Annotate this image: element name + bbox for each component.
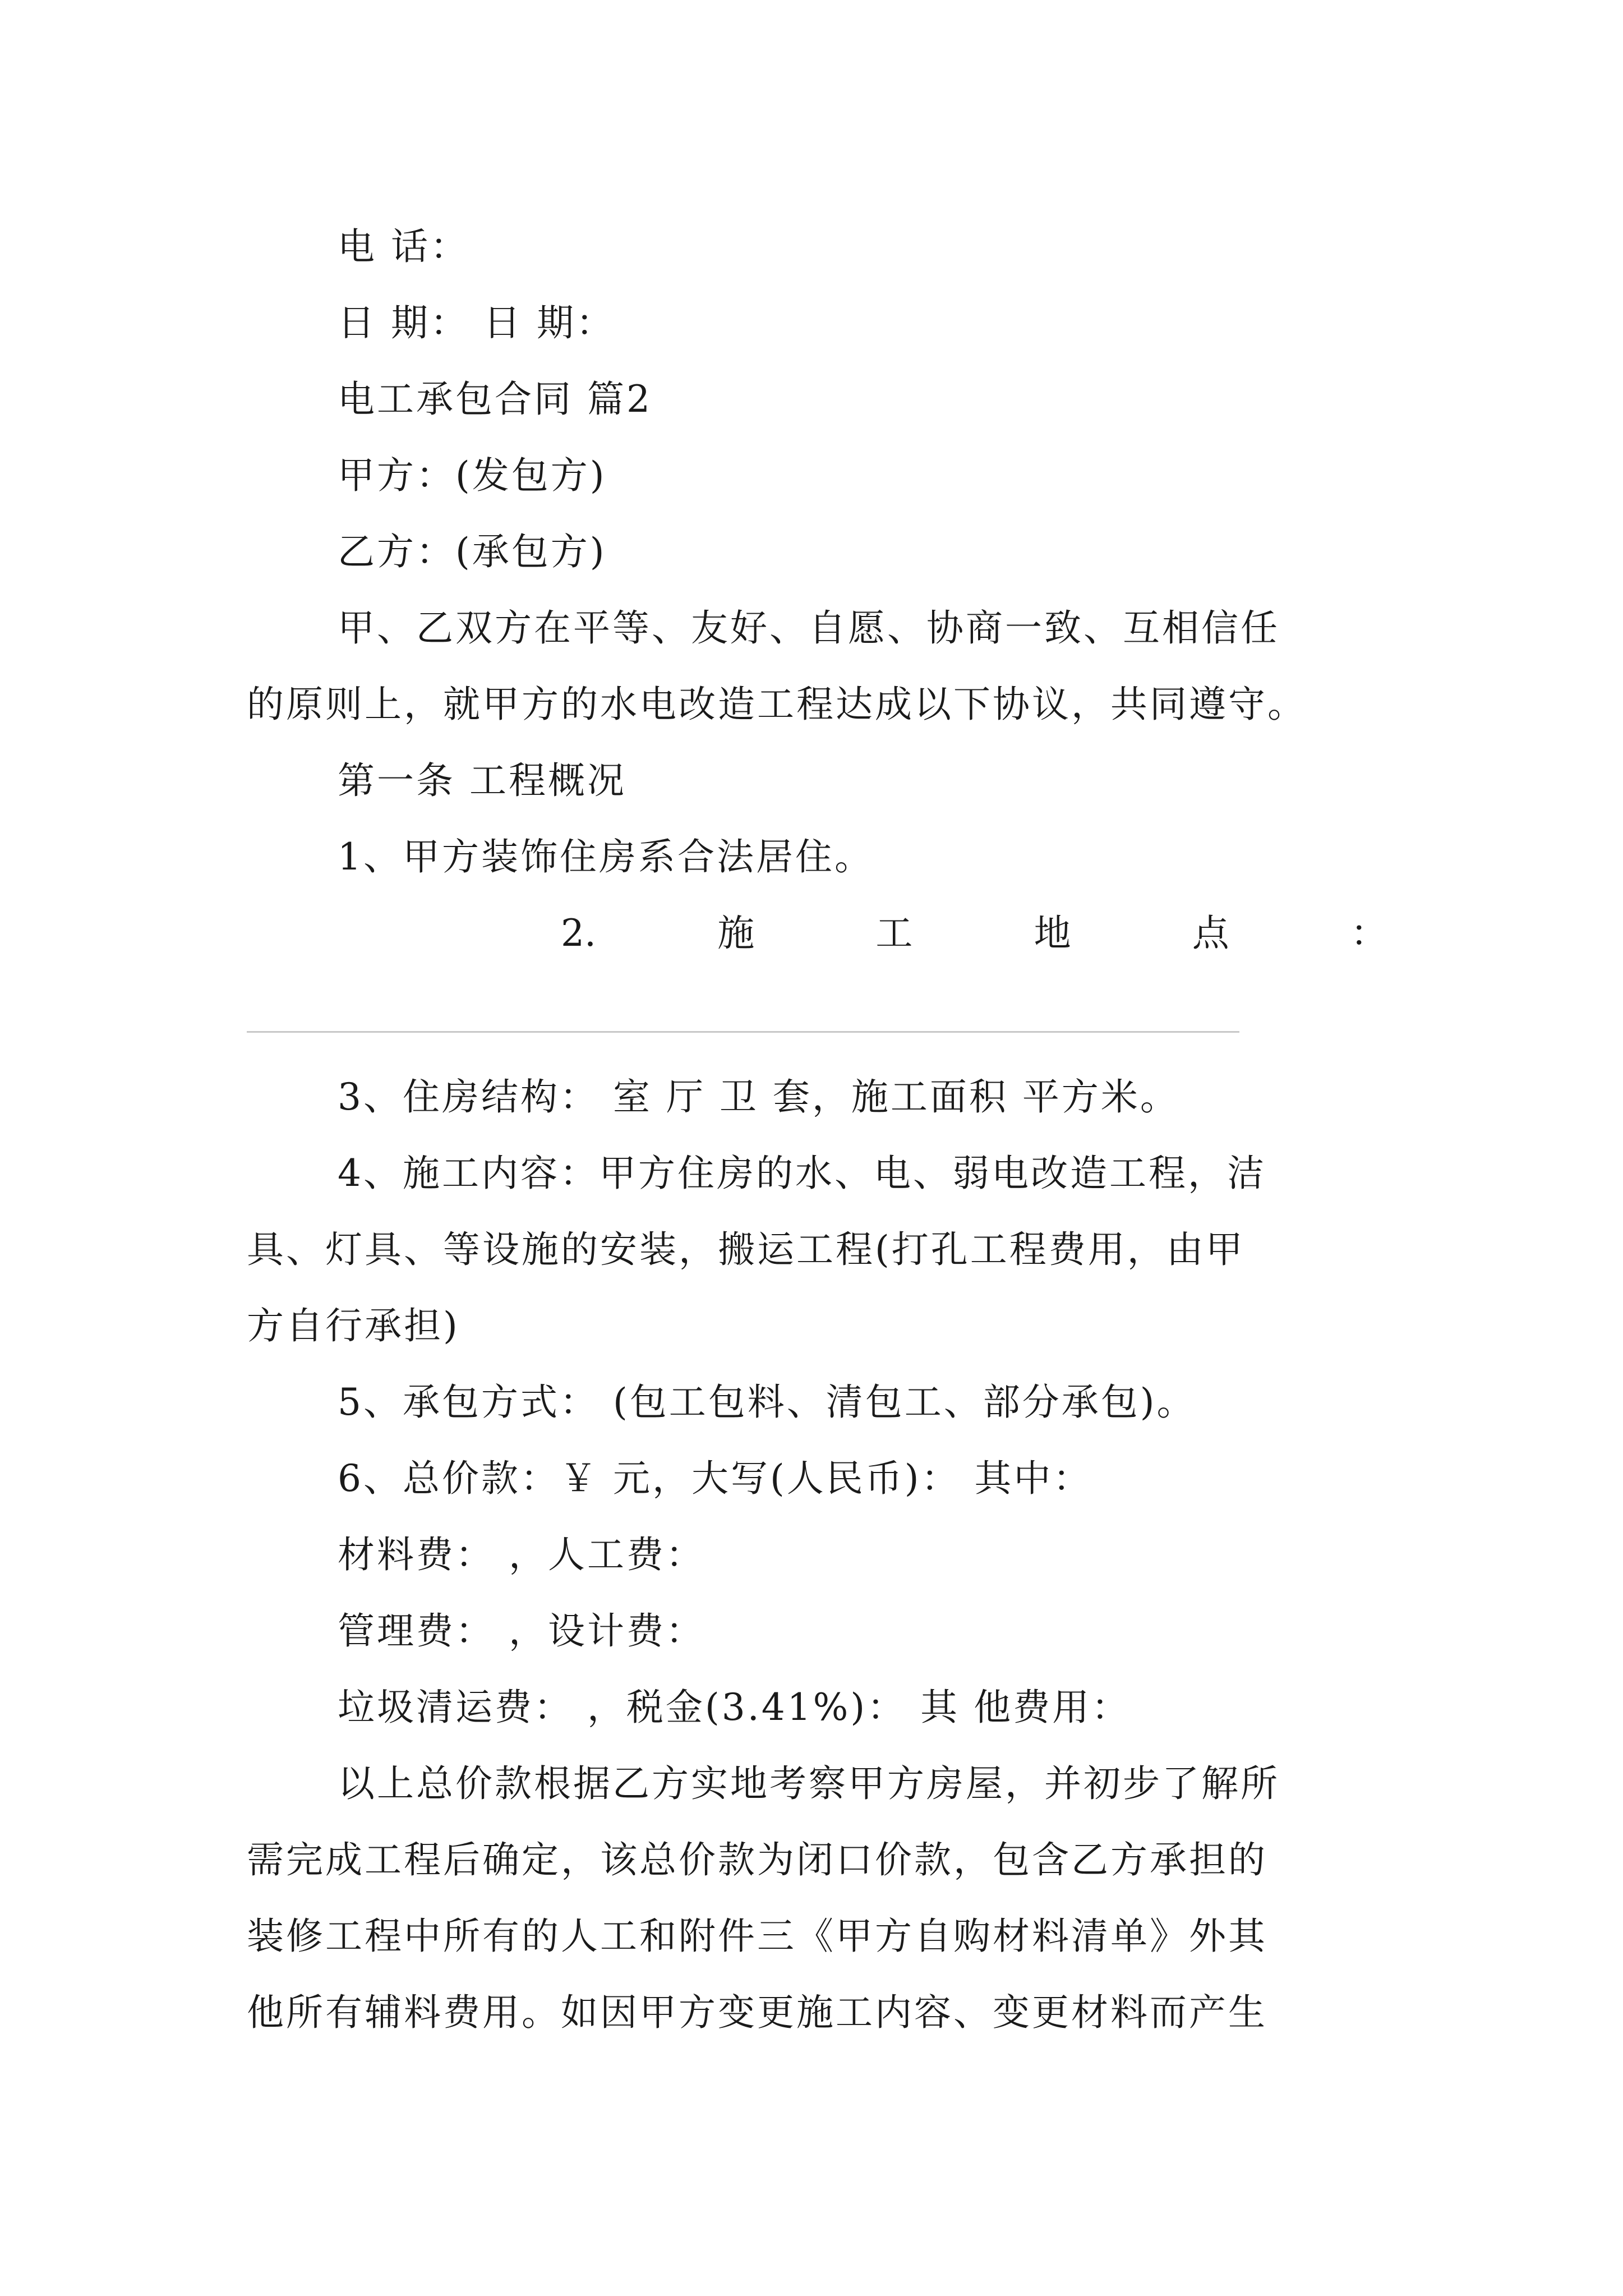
fees-line-3: 垃圾清运费： ，税金(3.41%)： 其 他费用： — [338, 1686, 1131, 1729]
item-1: 1、甲方装饰住房系合法居住。 — [338, 835, 874, 878]
price-paragraph-line-2: 需完成工程后确定，该总价款为闭口价款，包含乙方承担的 — [247, 1838, 1267, 1881]
article-heading: 第一条 工程概况 — [338, 759, 626, 802]
blank-fill-line — [247, 1031, 1239, 1033]
item-2-char: 施 — [717, 912, 755, 955]
contract-title: 电工承包合同 篇2 — [338, 378, 652, 421]
item-4-line-3: 方自行承担) — [247, 1304, 460, 1347]
item-2-char: 点 — [1192, 912, 1229, 955]
item-2-colon: ： — [1350, 912, 1387, 955]
preamble-line-1: 甲、乙双方在平等、友好、自愿、协商一致、互相信任 — [338, 606, 1280, 650]
item-5: 5、承包方式： (包工包料、清包工、部分承包)。 — [338, 1381, 1196, 1424]
price-paragraph-line-3: 装修工程中所有的人工和附件三《甲方自购材料清单》外其 — [247, 1915, 1267, 1958]
fees-line-2: 管理费： ，设计费： — [338, 1609, 705, 1653]
phone-line: 电 话： — [338, 225, 469, 268]
item-2-char: 工 — [875, 912, 913, 955]
item-2-site-address — [561, 895, 1387, 972]
party-a-line: 甲方：(发包方) — [338, 454, 607, 497]
party-b-line: 乙方：(承包方) — [338, 530, 607, 573]
fees-line-1: 材料费： ，人工费： — [338, 1533, 705, 1576]
item-4-line-1: 4、施工内容：甲方住房的水、电、弱电改造工程，洁 — [338, 1152, 1266, 1195]
price-paragraph-line-4: 他所有辅料费用。如因甲方变更施工内容、变更材料而产生 — [247, 1991, 1267, 2034]
item-2-char: 地 — [1034, 912, 1071, 955]
item-3: 3、住房结构： 室 厅 卫 套，施工面积 平方米。 — [338, 1075, 1179, 1119]
price-paragraph-line-1: 以上总价款根据乙方实地考察甲方房屋，并初步了解所 — [338, 1762, 1280, 1805]
date-line: 日 期： 日 期： — [338, 301, 615, 344]
item-4-line-2: 具、灯具、等设施的安装，搬运工程(打孔工程费用，由甲 — [247, 1228, 1245, 1271]
item-6: 6、总价款：￥ 元，大写(人民币)： 其中： — [338, 1457, 1092, 1500]
preamble-line-2: 的原则上，就甲方的水电改造工程达成以下协议，共同遵守。 — [247, 683, 1307, 726]
item-2-number: 2. — [561, 912, 596, 955]
